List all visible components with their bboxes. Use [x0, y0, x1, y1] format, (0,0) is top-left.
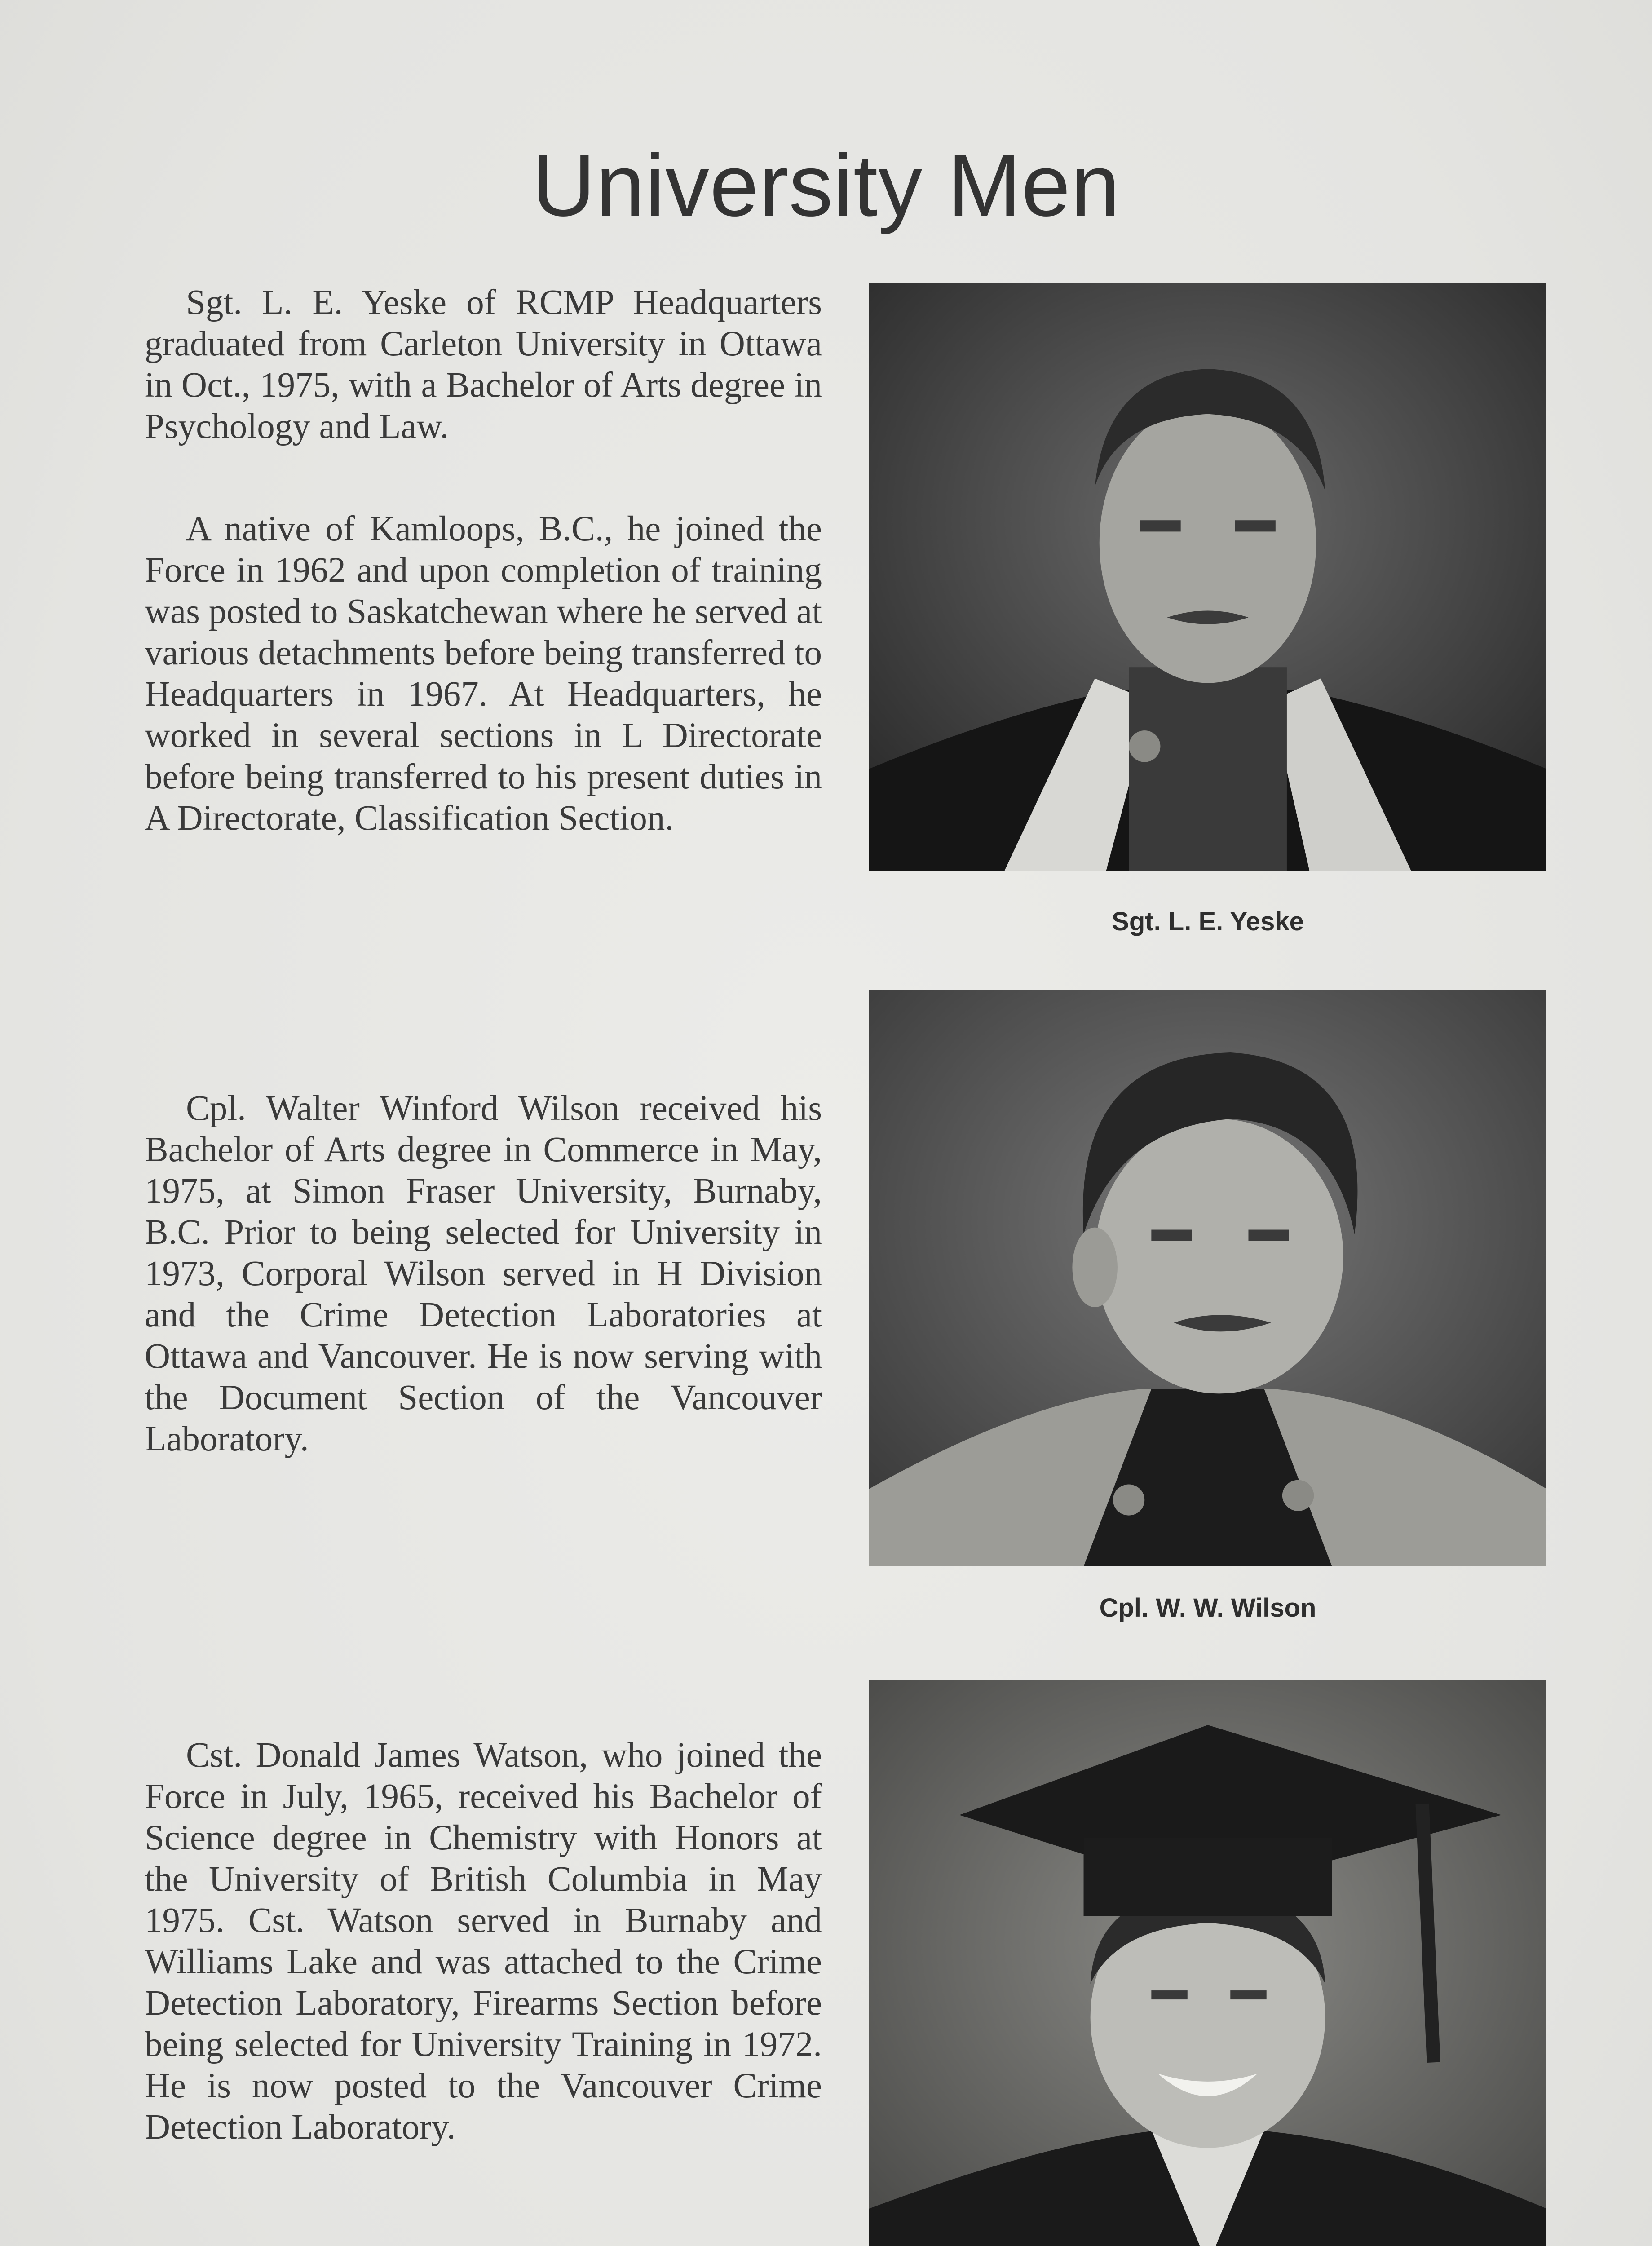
photo-wilson	[869, 990, 1546, 1566]
photo-yeske	[869, 283, 1546, 871]
article-3-paragraph-1: Cst. Donald James Watson, who joined the Force in July, 1965, received his Bachelor of Science degree in Chemistry with Honors at the University of British Columbia in May 1975. Cst. Watson served in Burnaby and Williams Lake and was attached to the Crime Detection Laboratory, Firearms Section before being selected for University Training in 1972. He is now posted to the Vancouver Crime Detection Laboratory.	[145, 1736, 822, 2147]
page-title: University Men	[531, 136, 1121, 234]
caption-yeske: Sgt. L. E. Yeske	[1112, 907, 1304, 936]
article-1-paragraph-1: Sgt. L. E. Yeske of RCMP Headquarters graduated from Carleton University in Ottawa in Oct., 1975, with a Bachelor of Arts degree in Psychology and Law.	[145, 283, 822, 446]
article-1-paragraph-2: A native of Kamloops, B.C., he joined the Force in 1962 and upon completion of training was posted to Saskatchewan where he served at various detachments before being transferred to Headquarters in 1967. At Headquarters, he worked in several sections in L Directorate before being transferred to his present duties in A Directorate, Classification Section.	[145, 509, 822, 838]
photo-watson	[869, 1680, 1546, 2246]
article-2-paragraph-1: Cpl. Walter Winford Wilson received his Bachelor of Arts degree in Commerce in May, 1975, at Simon Fraser University, Burnaby, B.C. Prior to being selected for University in 1973, Corporal Wilson served in H Division and the Crime Detection Laboratories at Ottawa and Vancouver. He is now serving with the Document Section of the Vancouver Laboratory.	[145, 1089, 822, 1459]
caption-wilson: Cpl. W. W. Wilson	[1099, 1593, 1316, 1623]
